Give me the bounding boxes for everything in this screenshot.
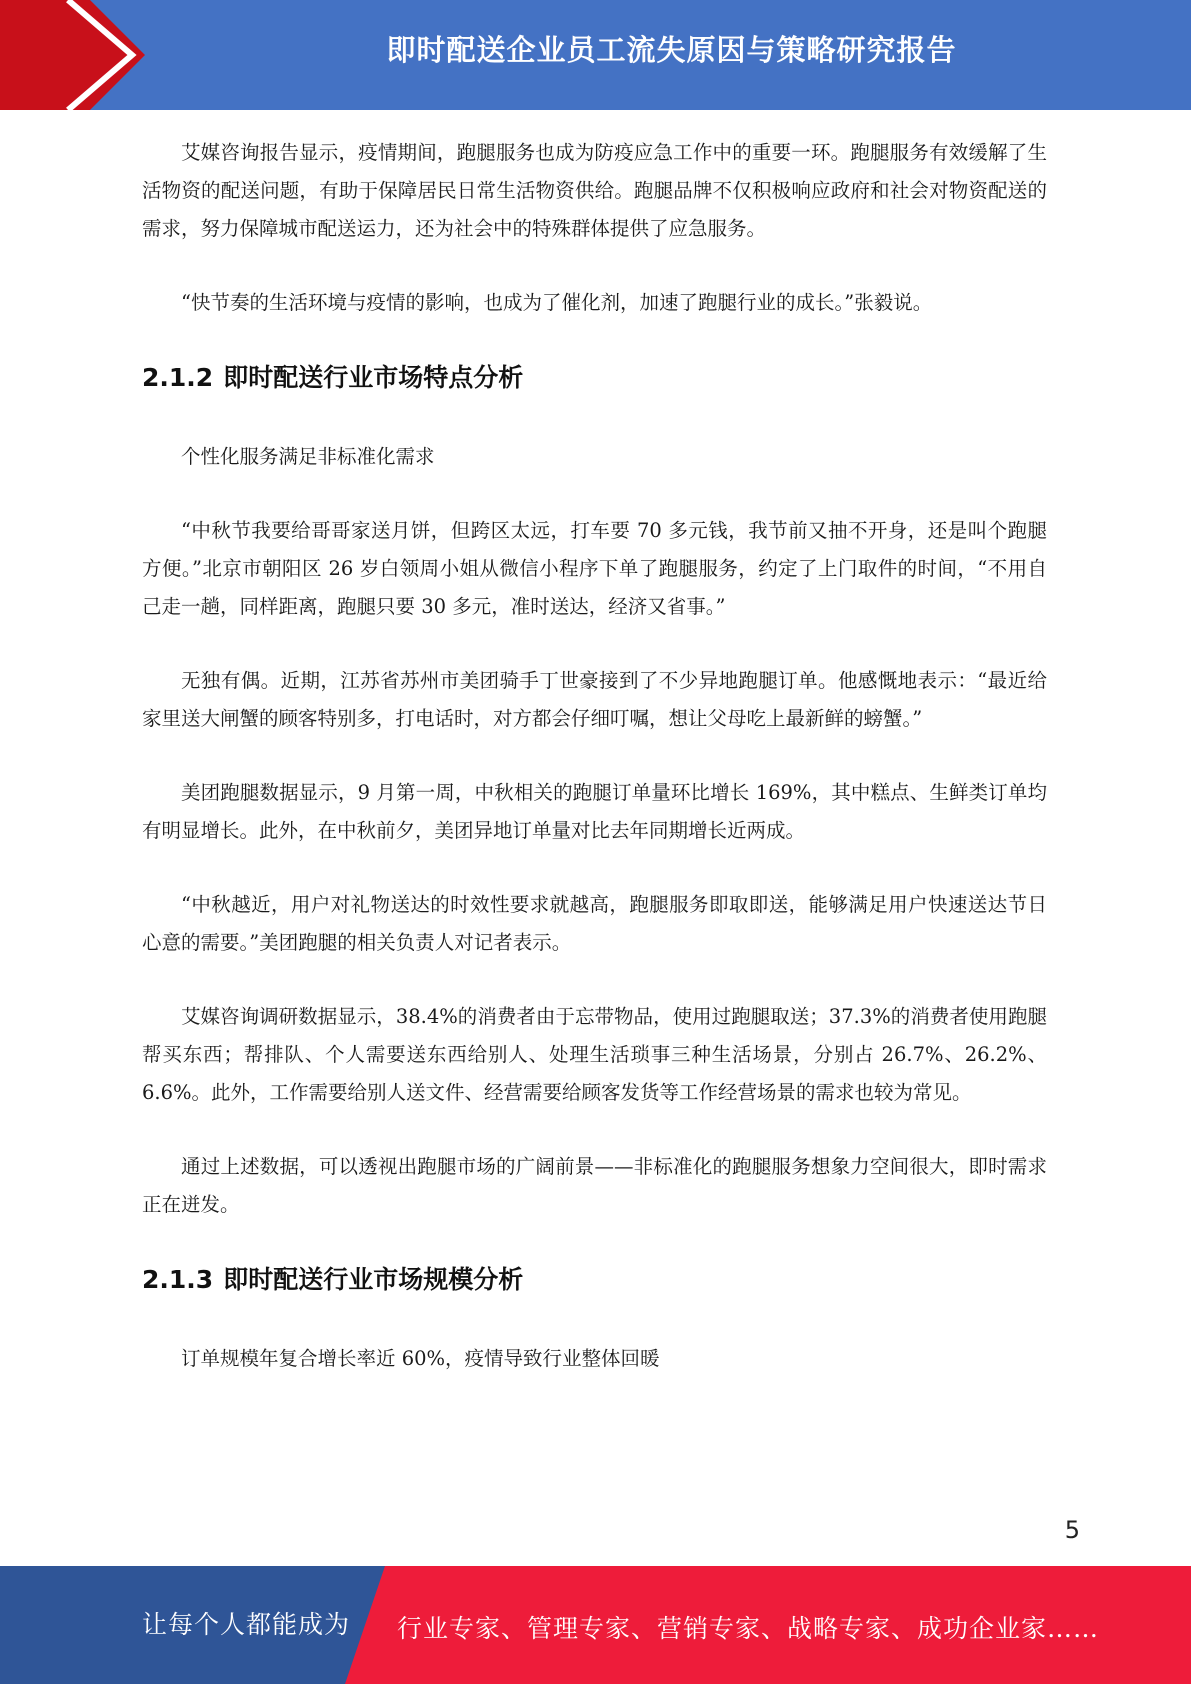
paragraph-4: “中秋节我要给哥哥家送月饼，但跨区太远，打车要 70 多元钱，我节前又抽不开身，还是叫个跑腿方便。”北京市朝阳区 26 岁白领周小姐从微信小程序下单了跑腿服务，约定了上门取件的时间，“不用自己走一趟，同样距离，跑腿只要 30 多元，准时送达，经济又省事。” <box>142 519 1047 618</box>
page-number: 5 <box>1064 1516 1080 1544</box>
paragraph-1: 艾媒咨询报告显示，疫情期间，跑腿服务也成为防疫应急工作中的重要一环。跑腿服务有效缓解了生活物资的配送问题，有助于保障居民日常生活物资供给。跑腿品牌不仅积极响应政府和社会对物资配送的需求，努力保障城市配送运力，还为社会中的特殊群体提供了应急服务。 <box>142 141 1047 240</box>
paragraph-7: “中秋越近，用户对礼物送达的时效性要求就越高，跑腿服务即取即送，能够满足用户快速送达节日心意的需要。”美团跑腿的相关负责人对记者表示。 <box>142 893 1047 954</box>
page-content <box>142 134 1047 1414</box>
document-title: 即时配送企业员工流失原因与策略研究报告 <box>386 33 957 67</box>
footer-slogan-left: 让每个人都能成为 <box>142 1610 351 1639</box>
footer-slogan-right: 行业专家、管理专家、营销专家、战略专家、成功企业家…… <box>397 1614 1100 1643</box>
paragraph-9: 通过上述数据，可以透视出跑腿市场的广阔前景——非标准化的跑腿服务想象力空间很大，即时需求正在迸发。 <box>142 1155 1047 1216</box>
section-number: 2.1.3 <box>142 1265 214 1294</box>
paragraph-10: 订单规模年复合增长率近 60%，疫情导致行业整体回暖 <box>181 1347 660 1370</box>
paragraph-6: 美团跑腿数据显示，9 月第一周，中秋相关的跑腿订单量环比增长 169%，其中糕点、生鲜类订单均有明显增长。此外，在中秋前夕，美团异地订单量对比去年同期增长近两成。 <box>142 781 1047 842</box>
paragraph-3: 个性化服务满足非标准化需求 <box>181 445 435 468</box>
section-title: 即时配送行业市场规模分析 <box>223 1265 524 1294</box>
footer-banner <box>0 1566 1191 1684</box>
section-title: 即时配送行业市场特点分析 <box>223 363 524 392</box>
header-banner <box>0 0 1191 110</box>
paragraph-2: “快节奏的生活环境与疫情的影响，也成为了催化剂，加速了跑腿行业的成长。”张毅说。 <box>181 291 933 314</box>
section-number: 2.1.2 <box>142 363 214 392</box>
section-heading-2-1-2 <box>142 358 1047 398</box>
section-heading-2-1-3 <box>142 1260 1047 1300</box>
header-arrow-decoration <box>0 0 152 110</box>
paragraph-8: 艾媒咨询调研数据显示，38.4%的消费者由于忘带物品，使用过跑腿取送；37.3%的消费者使用跑腿帮买东西；帮排队、个人需要送东西给别人、处理生活琐事三种生活场景，分别占 26.7%、26.2%、6.6%。此外，工作需要给别人送文件、经营需要给顾客发货等工作经营场景的需求也较为常见。 <box>142 1005 1047 1104</box>
paragraph-5: 无独有偶。近期，江苏省苏州市美团骑手丁世豪接到了不少异地跑腿订单。他感慨地表示：“最近给家里送大闸蟹的顾客特别多，打电话时，对方都会仔细叮嘱，想让父母吃上最新鲜的螃蟹。” <box>142 669 1047 730</box>
